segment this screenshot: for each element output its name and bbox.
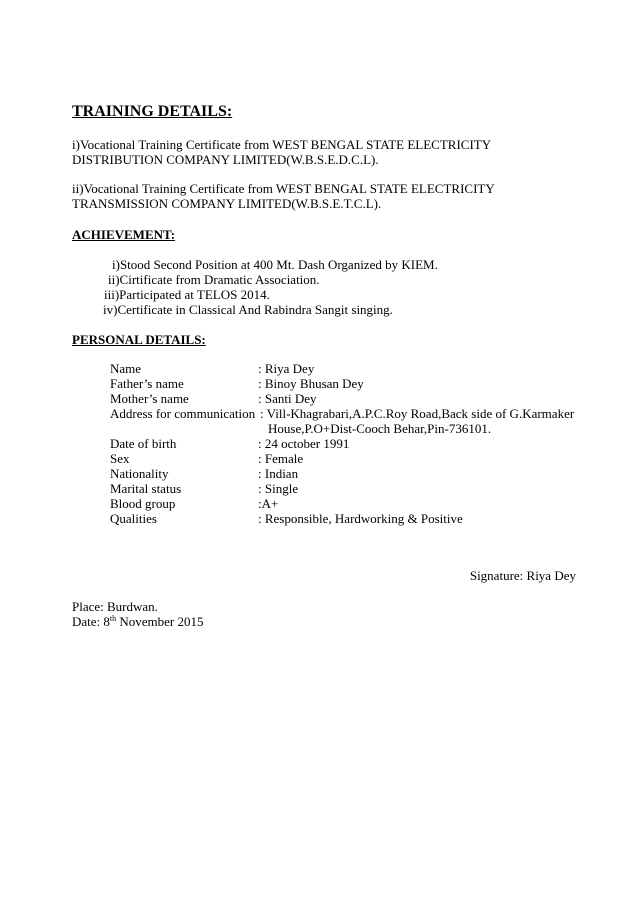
row-label: Marital status [110,481,182,496]
row-value: : 24 october 1991 [258,436,350,451]
row-value: : Vill-Khagrabari,A.P.C.Roy Road,Back side of G.Karmaker [260,406,575,421]
row-value: : Single [258,481,299,496]
row-label: Blood group [110,496,176,511]
date-prefix: Date: 8 [72,614,110,629]
date-ordinal-suffix: th [109,614,117,623]
row-value: : Santi Dey [258,391,317,406]
personal-details-heading: PERSONAL DETAILS: [72,332,206,347]
row-label: Qualities [110,511,157,526]
row-label: Father’s name [110,376,184,391]
place-text: Place: Burdwan. [72,599,158,614]
training-item-2-line-2: TRANSMISSION COMPANY LIMITED(W.B.S.E.T.C.L). [72,196,382,211]
training-item-1-line-2: DISTRIBUTION COMPANY LIMITED(W.B.S.E.D.C.L). [72,152,379,167]
row-value: : Responsible, Hardworking & Positive [258,511,463,526]
row-label: Date of birth [110,436,177,451]
row-value: : Binoy Bhusan Dey [258,376,364,391]
achievement-item-1: i)Stood Second Position at 400 Mt. Dash Organized by KIEM. [112,257,438,272]
row-value: : Indian [258,466,299,481]
row-label: Nationality [110,466,169,481]
signature-text: Signature: Riya Dey [469,568,576,583]
row-value: House,P.O+Dist-Cooch Behar,Pin-736101. [268,421,492,436]
achievement-item-4: iv)Certificate in Classical And Rabindra Sangit singing. [103,302,393,317]
row-label: Address for communication [110,406,256,421]
row-label: Name [110,361,142,376]
row-value: : Female [258,451,304,466]
achievement-item-2: ii)Cirtificate from Dramatic Association. [108,272,320,287]
training-item-2-line-1: ii)Vocational Training Certificate from WEST BENGAL STATE ELECTRICITY [72,181,495,196]
row-label: Mother’s name [110,391,189,406]
training-details-heading: TRAINING DETAILS: [72,103,233,120]
training-item-1-line-1: i)Vocational Training Certificate from WEST BENGAL STATE ELECTRICITY [72,137,492,152]
row-label: Sex [110,451,130,466]
row-value: : Riya Dey [258,361,315,376]
date-rest: November 2015 [116,614,204,629]
achievement-item-3: iii)Participated at TELOS 2014. [104,287,270,302]
date-text [72,614,204,629]
achievement-heading: ACHIEVEMENT: [72,227,176,242]
row-value: :A+ [258,496,279,511]
